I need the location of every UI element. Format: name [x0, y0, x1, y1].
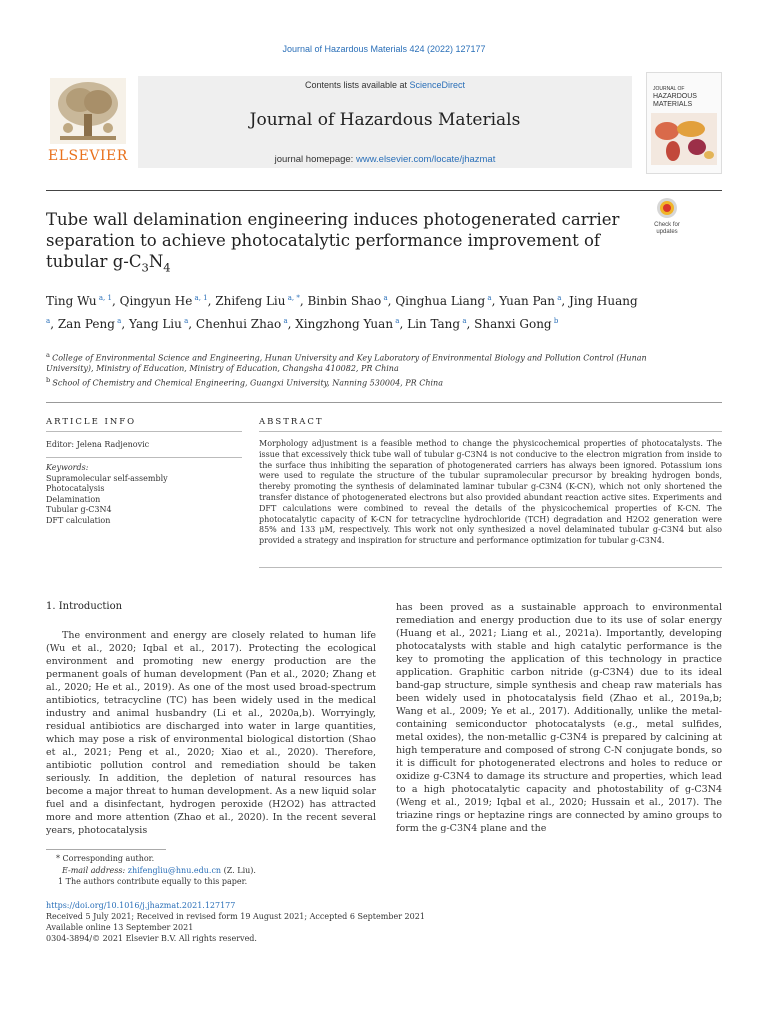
- cover-title-line2: HAZARDOUS: [653, 93, 697, 100]
- author-name[interactable]: Shanxi Gong: [474, 317, 552, 331]
- author-name[interactable]: Qingyun He: [119, 294, 193, 308]
- affiliation-label: a: [46, 351, 53, 359]
- available-online: Available online 13 September 2021: [46, 923, 194, 932]
- article-info-rule: [46, 431, 242, 432]
- author-affiliation-marker[interactable]: b: [551, 317, 559, 325]
- sciencedirect-link[interactable]: ScienceDirect: [409, 80, 466, 90]
- article-info-heading: ARTICLE INFO: [46, 417, 137, 427]
- cover-title-line3: MATERIALS: [653, 101, 693, 108]
- author-name[interactable]: Zhifeng Liu: [215, 294, 286, 308]
- received-dates: Received 5 July 2021; Received in revised form 19 August 2021; Accepted 6 September 2021: [46, 912, 425, 921]
- keyword-item: Supramolecular self-assembly: [46, 473, 168, 483]
- keywords-label: Keywords:: [46, 463, 89, 472]
- author-name[interactable]: Jing Huang: [569, 294, 638, 308]
- email-suffix: (Z. Liu).: [221, 865, 256, 875]
- copyright-line: 0304-3894/© 2021 Elsevier B.V. All rights reserved.: [46, 934, 257, 943]
- affiliation-label: b: [46, 375, 53, 384]
- keywords-block: [46, 463, 242, 526]
- author-affiliation-marker[interactable]: a, *: [285, 294, 300, 302]
- elsevier-tree-logo: [50, 78, 126, 144]
- author-affiliation-marker[interactable]: a: [460, 317, 467, 325]
- article-title: [46, 209, 636, 278]
- elsevier-wordmark[interactable]: ELSEVIER: [48, 148, 128, 164]
- author-name[interactable]: Chenhui Zhao: [195, 317, 282, 331]
- homepage-link[interactable]: www.elsevier.com/locate/jhazmat: [355, 154, 496, 165]
- author-name[interactable]: Qinghua Liang: [395, 294, 486, 308]
- email-line: [46, 865, 446, 877]
- author-affiliation-marker[interactable]: a: [554, 294, 562, 302]
- journal-banner: [46, 72, 722, 178]
- journal-citation[interactable]: Journal of Hazardous Materials 424 (2022) 127177: [282, 44, 486, 54]
- banner-center: [138, 76, 632, 168]
- abstract-text: Morphology adjustment is a feasible method to change the physicochemical properties of photocatalysts. The issue that excessively thick tube wall of tubular g-C3N4 is not conducive to the electron migration from inside to the surface thus inhibiting the separation of photogenerated carriers has always been ignored. Potassium ions were used to regulate the structure of the tubular supramolecular precursor by breaking hydrogen bonds, thereby promoting the synthesis of delaminated laminar tubular g-C3N4 (K-CN), which not only shortened the transfer distance of photogenerated electrons but also provided abundant reaction active sites. Experiments and DFT calculations were combined to reveal the details of the physicochemical properties of K-CN. The photocatalytic capacity of K-CN for tetracycline hydrochloride (TCH) degradation and H2O2 generation were 85% and 133 μM, respectively. This work not only synthesized a novel delaminated tubular g-C3N4 but also provided a strategy and inspiration for structure and performance optimization for tubular g-C3N4.: [259, 439, 722, 546]
- author-affiliation-marker[interactable]: a: [393, 317, 400, 325]
- email-link[interactable]: zhifengliu@hnu.edu.cn: [127, 865, 222, 875]
- corresponding-author-note: * Corresponding author.: [56, 854, 155, 863]
- keyword-item: Delamination: [46, 494, 101, 504]
- author-affiliation-marker[interactable]: a: [281, 317, 288, 325]
- introduction-left-column: [46, 629, 376, 837]
- article-title-text: Tube wall delamination engineering induces photogenerated carrier separation to achieve photocatalytic performance improvement of tubular g-C: [46, 210, 620, 271]
- author-name[interactable]: Ting Wu: [46, 294, 97, 308]
- introduction-paragraph-right: has been proved as a sustainable approach to environmental remediation and energy production due to its use of solar energy (Huang et al., 2021; Liang et al., 2021a). Importantly, developing photocatalysts with stable and high catalytic performance is the key to promoting the application of this technology in practice application. Graphitic carbon nitride (g-C3N4) due to its ideal band-gap structure, simple synthesis and cheap raw materials has been widely used in photocatalysis field (Zhao et al., 2019a,b; Wang et al., 2009; Ye et al., 2017). Additionally, unlike the metal-containing semiconductor photocatalysts (e.g., metal sulfides, metal oxides), the non-metallic g-C3N4 is prepared by calcining at high temperature and composed of strong C-N conjugate bonds, so it is difficult for photogenerated electrons and holes to reduce or oxidize g-C3N4 to damage its structure and properties, which lead to a high photocatalytic capacity and photostability of g-C3N4 (Weng et al., 2019; Iqbal et al., 2020; Hussain et al., 2017). The triazine rings or heptazine rings are connected by amino groups to form the g-C3N4 plane and the: [396, 602, 722, 834]
- affiliations: [46, 350, 666, 389]
- author-affiliation-marker[interactable]: a, 1: [96, 294, 112, 302]
- author-name[interactable]: Yang Liu: [128, 317, 182, 331]
- check-updates-line1: Check for: [654, 222, 680, 228]
- keyword-item: Photocatalysis: [46, 484, 105, 493]
- article-title-sub1: 3: [141, 260, 149, 275]
- affiliation-text: College of Environmental Science and Engineering, Hunan University and Key Laboratory of Environmental Biology and Pollution Control (Hunan University), Ministry of Education, Ministry of Education, Changsha 410082, PR China: [46, 353, 647, 374]
- author-name[interactable]: Yuan Pan: [499, 294, 555, 308]
- author-affiliation-marker[interactable]: a: [381, 294, 388, 302]
- author-name[interactable]: Lin Tang: [407, 317, 461, 331]
- footnote-rule: [46, 849, 166, 850]
- cover-title: [653, 85, 697, 109]
- author-affiliation-marker[interactable]: a: [114, 317, 122, 325]
- article-title-mid: N: [148, 252, 164, 271]
- contents-line: [138, 80, 632, 90]
- author-list: Ting Wu $^{a, 1}$, Qingyun He $^{a, 1}$, Zhifeng Liu $^{a, *}$, Binbin Shao $^a$, Qinghua Liang $^a$, Yuan Pan $^a$, Jing Huang $^a$, Zan Peng $^a$, Yang Liu $^a$, Chenhui Zhao $^a$, Xingzhong Yuan $^a$, Lin Tang $^a$, Shanxi Gong $^b$: [46, 294, 638, 331]
- cover-title-line1: JOURNAL OF: [653, 86, 685, 92]
- author-name[interactable]: Zan Peng: [57, 317, 115, 331]
- homepage-line: [138, 154, 632, 165]
- abstract-bottom-rule: [259, 567, 722, 568]
- keywords-list: [46, 474, 242, 527]
- article-info-rule-2: [46, 457, 242, 458]
- affiliation-text: School of Chemistry and Chemical Engineering, Guangxi University, Nanning 530004, PR China: [52, 378, 443, 388]
- publication-info: [46, 900, 546, 944]
- author-affiliation-marker[interactable]: a, 1: [192, 294, 208, 302]
- check-updates-line2: updates: [656, 228, 678, 235]
- check-for-updates-button[interactable]: [645, 196, 689, 238]
- doi-link[interactable]: https://doi.org/10.1016/j.jhazmat.2021.127177: [46, 901, 236, 910]
- check-updates-label: [645, 222, 689, 235]
- introduction-heading: 1. Introduction: [46, 601, 123, 612]
- cover-world-map-icon: [651, 113, 717, 165]
- contents-prefix: Contents lists available at: [304, 80, 410, 90]
- editor-line: Editor: Jelena Radjenovic: [46, 440, 150, 449]
- footnotes: [46, 853, 446, 888]
- author-name[interactable]: Binbin Shao: [307, 294, 382, 308]
- introduction-right-column: [396, 601, 722, 835]
- keyword-item: DFT calculation: [46, 515, 111, 525]
- article-title-sub2: 4: [163, 260, 171, 275]
- author-affiliation-marker[interactable]: a: [46, 317, 51, 325]
- journal-cover[interactable]: [646, 72, 722, 174]
- introduction-paragraph-left: The environment and energy are closely related to human life (Wu et al., 2020; Iqbal et al., 2017). Protecting the ecological environment and promoting new energy production are the permanent goals of human development (Pan et al., 2020; Zhang et al., 2020; He et al., 2019). As one of the most used broad-spectrum antibiotics, tetracycline (TC) has been widely used in the medical industry and animal husbandry (Li et al., 2020a,b). Worryingly, residual antibiotics are discharged into water in large quantities, which may pose a risk of environmental biological distortion (Shao et al., 2021; Peng et al., 2020; Xiao et al., 2020). Therefore, antibiotic pollution control and remediation should be taken seriously. In addition, the depletion of natural resources has become a major threat to human development. As a new liquid solar fuel and a disinfectant, hydrogen peroxide (H2O2) has attracted more and more attention (Zhao et al., 2020). In the recent several years, photocatalysis: [46, 630, 376, 836]
- affiliation-item: [46, 375, 666, 389]
- author-affiliation-marker[interactable]: a: [485, 294, 492, 302]
- author-name[interactable]: Xingzhong Yuan: [295, 317, 394, 331]
- abstract-rule: [259, 431, 722, 432]
- affiliation-item: [46, 350, 666, 375]
- author-affiliation-marker[interactable]: a: [181, 317, 189, 325]
- top-rule: [46, 190, 722, 191]
- section-rule: [46, 402, 722, 403]
- equal-contribution-note: 1 The authors contribute equally to this paper.: [58, 877, 248, 886]
- abstract-heading: ABSTRACT: [259, 417, 324, 427]
- journal-title[interactable]: Journal of Hazardous Materials: [249, 110, 521, 130]
- check-updates-icon: [645, 196, 689, 222]
- keyword-item: Tubular g-C3N4: [46, 505, 112, 514]
- email-label: E-mail address:: [62, 865, 128, 875]
- homepage-prefix: journal homepage:: [274, 154, 356, 165]
